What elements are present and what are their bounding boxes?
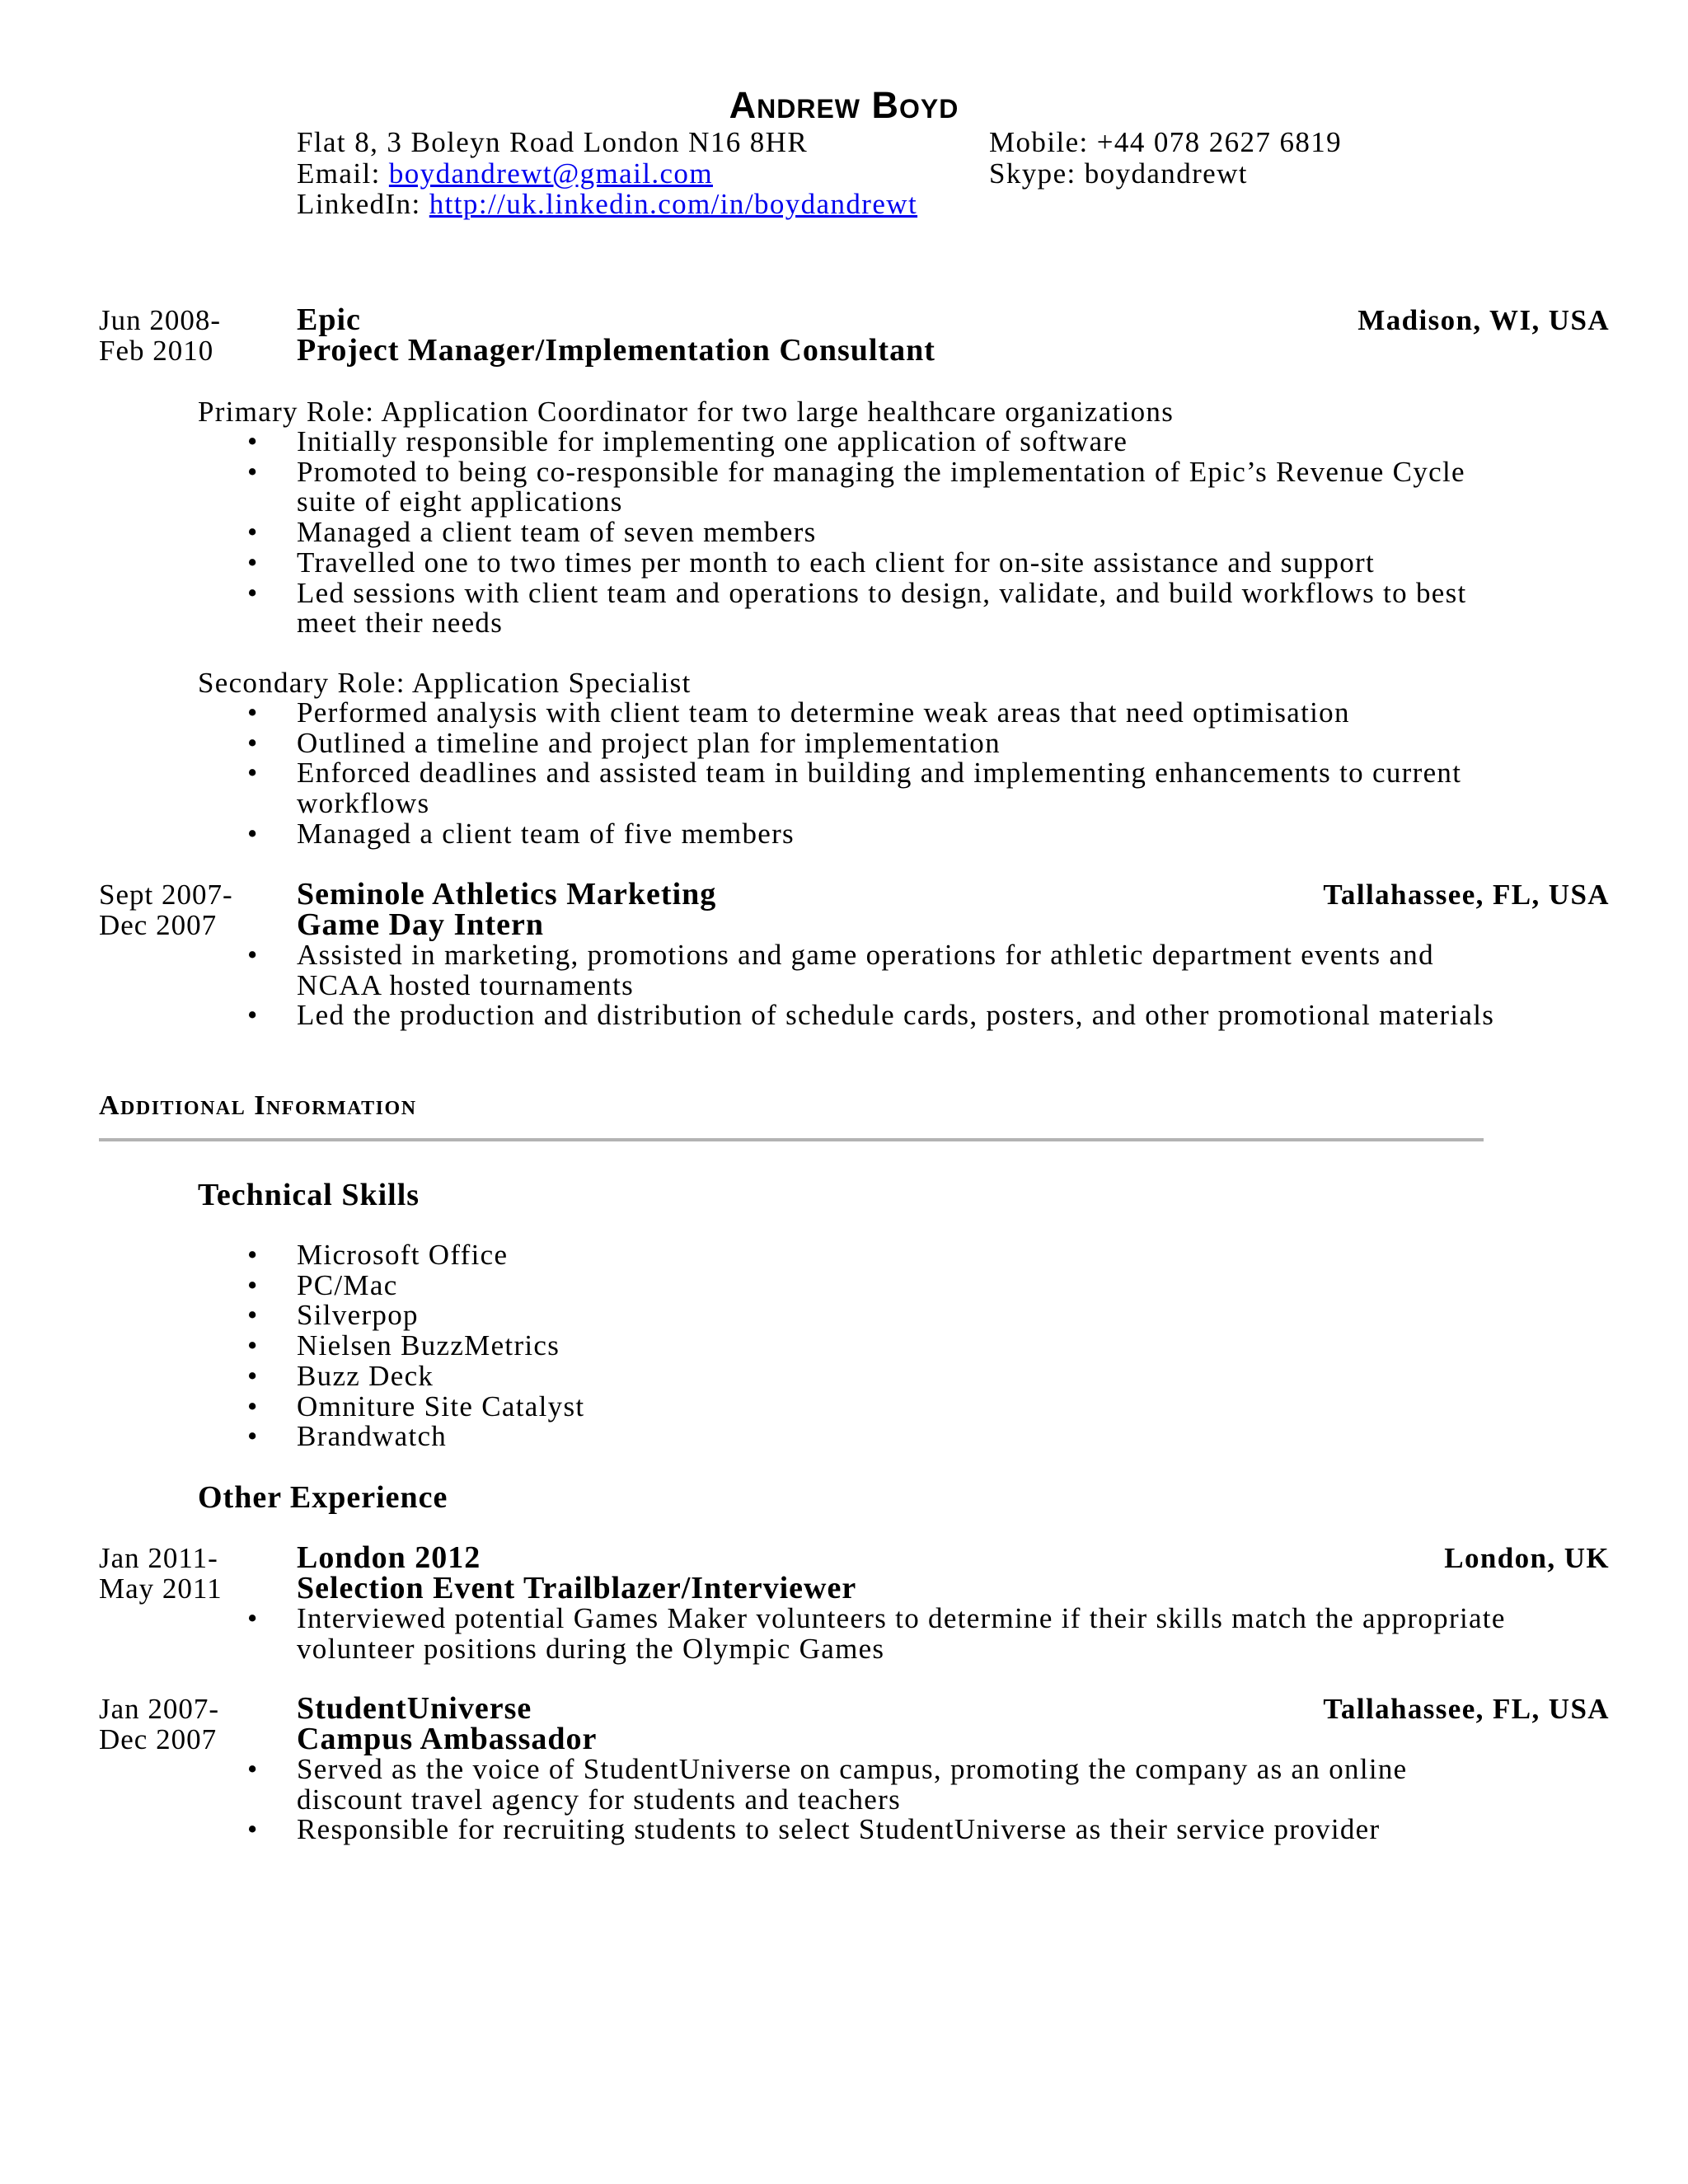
email-link[interactable]: boydandrewt@gmail.com bbox=[388, 157, 713, 190]
mobile: Mobile: +44 078 2627 6819 bbox=[989, 126, 1343, 158]
list-item: • Served as the voice of StudentUniverse on campus, promoting the company as an online discount travel agency for students and teachers bbox=[297, 1755, 1517, 1815]
email-label: Email: bbox=[297, 157, 389, 190]
section-heading: Additional Information bbox=[99, 1090, 417, 1121]
list-item: • Led the production and distribution of schedule cards, posters, and other promotional materials bbox=[297, 1001, 1517, 1031]
job-company: StudentUniverse bbox=[297, 1691, 532, 1726]
skype: Skype: boydandrewt bbox=[989, 157, 1248, 190]
job-location: Madison, WI, USA bbox=[1357, 304, 1610, 336]
linkedin-line bbox=[297, 189, 917, 219]
list-item: • Managed a client team of five members bbox=[297, 819, 1517, 850]
list-item: • Promoted to being co-responsible for managing the implementation of Epic’s Revenue Cycle suite of eight applications bbox=[297, 457, 1517, 518]
job-date-start: Jan 2011- bbox=[99, 1542, 218, 1574]
other-experience-heading: Other Experience bbox=[198, 1480, 448, 1515]
job-location: Tallahassee, FL, USA bbox=[1323, 879, 1610, 911]
list-item: • Outlined a timeline and project plan for implementation bbox=[297, 729, 1517, 759]
list-item: • Buzz Deck bbox=[297, 1361, 1517, 1392]
section-divider bbox=[99, 1138, 1484, 1141]
list-item: • Microsoft Office bbox=[297, 1240, 1517, 1271]
primary-role-bullets bbox=[297, 427, 1517, 639]
job-title: Project Manager/Implementation Consultant bbox=[297, 333, 935, 368]
job-date-end: Dec 2007 bbox=[99, 909, 218, 941]
job-location: London, UK bbox=[1444, 1542, 1610, 1574]
list-item: • Managed a client team of seven members bbox=[297, 518, 1517, 548]
list-item: • Omniture Site Catalyst bbox=[297, 1392, 1517, 1422]
email-line bbox=[297, 158, 713, 189]
linkedin-link[interactable]: http://uk.linkedin.com/in/boydandrewt bbox=[429, 188, 918, 220]
job-date-end: Dec 2007 bbox=[99, 1723, 218, 1755]
list-item: • Brandwatch bbox=[297, 1422, 1517, 1452]
list-item: • Assisted in marketing, promotions and game operations for athletic department events and NCAA hosted tournaments bbox=[297, 940, 1517, 1001]
job-bullets bbox=[297, 1604, 1517, 1664]
job-date-end: May 2011 bbox=[99, 1572, 223, 1605]
job-company: London 2012 bbox=[297, 1540, 481, 1575]
secondary-role-bullets bbox=[297, 698, 1517, 850]
linkedin-label: LinkedIn: bbox=[297, 188, 429, 220]
list-item: • Responsible for recruiting students to select StudentUniverse as their service provider bbox=[297, 1815, 1517, 1845]
job-bullets bbox=[297, 940, 1517, 1031]
job-title: Game Day Intern bbox=[297, 907, 544, 942]
list-item: • Silverpop bbox=[297, 1301, 1517, 1331]
list-item: • Led sessions with client team and operations to design, validate, and build workflows to best meet their needs bbox=[297, 579, 1517, 639]
job-date-end: Feb 2010 bbox=[99, 335, 214, 367]
address: Flat 8, 3 Boleyn Road London N16 8HR bbox=[297, 126, 809, 158]
secondary-role: Secondary Role: Application Specialist bbox=[198, 667, 692, 699]
list-item: • Travelled one to two times per month to each client for on-site assistance and support bbox=[297, 548, 1517, 579]
job-title: Selection Event Trailblazer/Interviewer bbox=[297, 1571, 857, 1605]
job-bullets bbox=[297, 1755, 1517, 1845]
job-date-start: Sept 2007- bbox=[99, 879, 233, 911]
list-item: • Performed analysis with client team to determine weak areas that need optimisation bbox=[297, 698, 1517, 729]
list-item: • Enforced deadlines and assisted team in building and implementing enhancements to current workflows bbox=[297, 758, 1517, 818]
technical-skills-list bbox=[297, 1240, 1517, 1452]
list-item: • Initially responsible for implementing one application of software bbox=[297, 427, 1517, 457]
candidate-name: Andrew Boyd bbox=[729, 84, 959, 126]
job-date-start: Jan 2007- bbox=[99, 1693, 220, 1725]
job-company: Seminole Athletics Marketing bbox=[297, 877, 717, 912]
job-date-start: Jun 2008- bbox=[99, 304, 222, 336]
primary-role: Primary Role: Application Coordinator for two large healthcare organizations bbox=[198, 396, 1175, 428]
technical-skills-heading: Technical Skills bbox=[198, 1178, 420, 1212]
job-company: Epic bbox=[297, 302, 361, 337]
list-item: • PC/Mac bbox=[297, 1271, 1517, 1301]
job-title: Campus Ambassador bbox=[297, 1722, 598, 1756]
list-item: • Nielsen BuzzMetrics bbox=[297, 1331, 1517, 1361]
list-item: • Interviewed potential Games Maker volunteers to determine if their skills match the appropriate volunteer positions during the Olympic Games bbox=[297, 1604, 1517, 1664]
job-location: Tallahassee, FL, USA bbox=[1323, 1693, 1610, 1725]
